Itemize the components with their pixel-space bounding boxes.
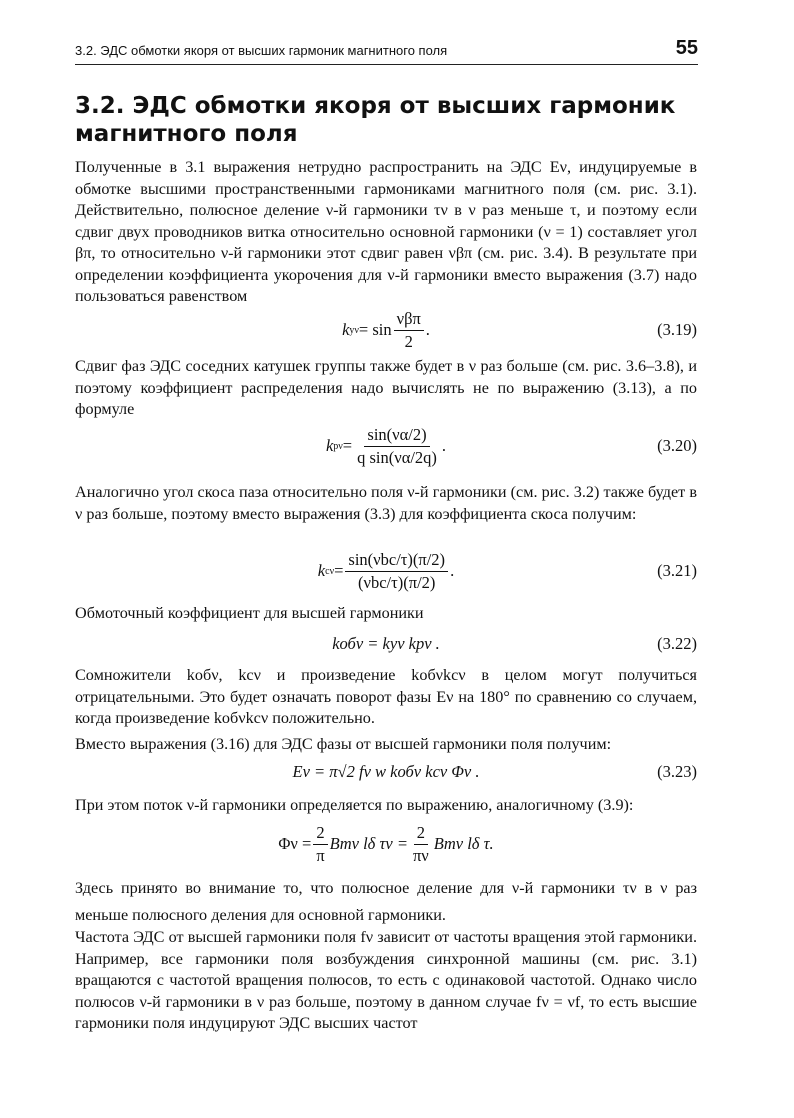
eq320-tail: . xyxy=(441,436,447,455)
eq321-lhs: k xyxy=(317,561,326,580)
eqflux-denominator-2: πν xyxy=(412,845,429,865)
section-heading xyxy=(75,92,715,148)
section-heading-line1: 3.2. ЭДС обмотки якоря от высших гармоник xyxy=(75,93,676,119)
paragraph-winding-factor: Обмоточный коэффициент для высшей гармоники xyxy=(75,604,424,622)
eq319-lhs: k xyxy=(342,320,350,339)
eq320-numerator: sin(να/2) xyxy=(364,425,429,447)
eqflux-mid: Bmν lδ τν = xyxy=(329,834,408,853)
equation-3-19 xyxy=(75,308,697,352)
equation-3-21 xyxy=(75,549,697,593)
eq321-mid: = xyxy=(334,561,344,580)
paragraph-frequency: Частота ЭДС от высшей гармоники поля fν зависит от частоты вращения этой гармоники. Например, все гармоники поля возбуждения синхронной машины (см. рис. 3.1) вращаются с частотой вращения полюсов, то есть с одинаковой частотой. Однако число полюсов ν-й гармоники в ν раз больше, поэтому в данном случае fν = νf, то есть высшие гармоники поля индуцируют ЭДС высших частот xyxy=(75,928,697,1032)
eqflux-fraction-2 xyxy=(410,823,432,866)
eq321-lhs-sub: cν xyxy=(325,565,335,577)
eq319-tail: . xyxy=(425,320,430,339)
eq322-number: (3.22) xyxy=(657,634,697,653)
eqflux-denominator-1: π xyxy=(316,845,325,865)
eq320-number: (3.20) xyxy=(657,436,697,455)
eq319-lhs-sub: yν xyxy=(349,324,359,336)
eq320-fraction xyxy=(354,425,440,468)
eqflux-numerator-1: 2 xyxy=(313,823,327,845)
eq321-denominator: (νbc/τ)(π/2) xyxy=(358,572,436,592)
paragraph-phase-shift: Сдвиг фаз ЭДС соседних катушек группы также будет в ν раз больше (см. рис. 3.6–3.8), и поэтому коэффициент распределения надо вычислять не по выражению (3.13), а по формуле xyxy=(75,357,697,418)
equation-3-20 xyxy=(75,424,697,468)
eqflux-fraction-1 xyxy=(313,823,327,866)
equation-3-22 xyxy=(75,622,697,666)
section-heading-line2: магнитного поля xyxy=(75,121,298,147)
paragraph-skew: Аналогично угол скоса паза относительно поля ν-й гармоники (см. рис. 3.2) также будет в ν раз больше, поэтому вместо выражения (3.3) для коэффициента скоса получим: xyxy=(75,483,697,523)
paragraph-factors: Сомножители kобν, kcν и произведение kобνkcν в целом могут получиться отрицательными. Это будет означать поворот фазы Eν на 180° по сравнению со случаем, когда произведение kобνkcν положительно. xyxy=(75,666,697,727)
running-head-title: 3.2. ЭДС обмотки якоря от высших гармоник магнитного поля xyxy=(75,43,448,58)
eq321-tail: . xyxy=(450,561,455,580)
paragraph-emf-phase: Вместо выражения (3.16) для ЭДС фазы от высшей гармоники поля получим: xyxy=(75,735,612,753)
eqflux-lhs: Φν = xyxy=(278,834,312,853)
eqflux-numerator-2: 2 xyxy=(414,823,428,845)
eq323-formula: Eν = π√2 fν w kобν kcν Φν . xyxy=(292,762,480,781)
eq320-lhs: k xyxy=(325,436,334,455)
eq322-formula: kобν = kyν kpν . xyxy=(332,634,440,653)
paragraph-flux: При этом поток ν-й гармоники определяется по выражению, аналогичному (3.9): xyxy=(75,796,634,814)
eq319-numerator: νβπ xyxy=(394,309,424,331)
paragraph-pole-pitch: Здесь принято во внимание то, что полюсное деление для ν-й гармоники τν в ν раз меньше полюсного деления для основной гармоники. xyxy=(75,879,697,924)
equation-3-23 xyxy=(75,750,697,794)
eqflux-tail: Bmν lδ τ. xyxy=(433,834,494,853)
paragraph-intro: Полученные в 3.1 выражения нетрудно распространить на ЭДС Eν, индуцируемые в обмотке высшими пространственными гармониками магнитного поля (см. рис. 3.1). Действительно, полюсное деление ν-й гармоники τν в ν раз меньше τ, и поэтому если сдвиг двух проводников витка относительно основной гармоники (ν = 1) составляет угол βπ, то относительно ν-й гармоники этот сдвиг равен νβπ (см. рис. 3.4). В результате при определении коэффициента укорочения для ν-й гармоники вместо выражения (3.7) надо пользоваться равенством xyxy=(75,158,697,305)
eq321-fraction xyxy=(345,550,448,593)
eq323-number: (3.23) xyxy=(657,762,697,781)
eq320-denominator: q sin(να/2q) xyxy=(357,447,437,467)
equation-flux xyxy=(75,822,697,866)
eq319-denominator: 2 xyxy=(404,331,413,351)
eq320-lhs-sub: pν xyxy=(333,440,343,452)
eq319-mid: = sin xyxy=(358,320,392,339)
eq321-numerator: sin(νbc/τ)(π/2) xyxy=(345,550,448,572)
eq321-number: (3.21) xyxy=(657,561,697,580)
eq319-number: (3.19) xyxy=(657,320,697,339)
running-head xyxy=(75,36,698,65)
eq319-fraction xyxy=(394,309,424,352)
page-number: 55 xyxy=(675,37,698,59)
eq320-mid: = xyxy=(342,436,353,455)
